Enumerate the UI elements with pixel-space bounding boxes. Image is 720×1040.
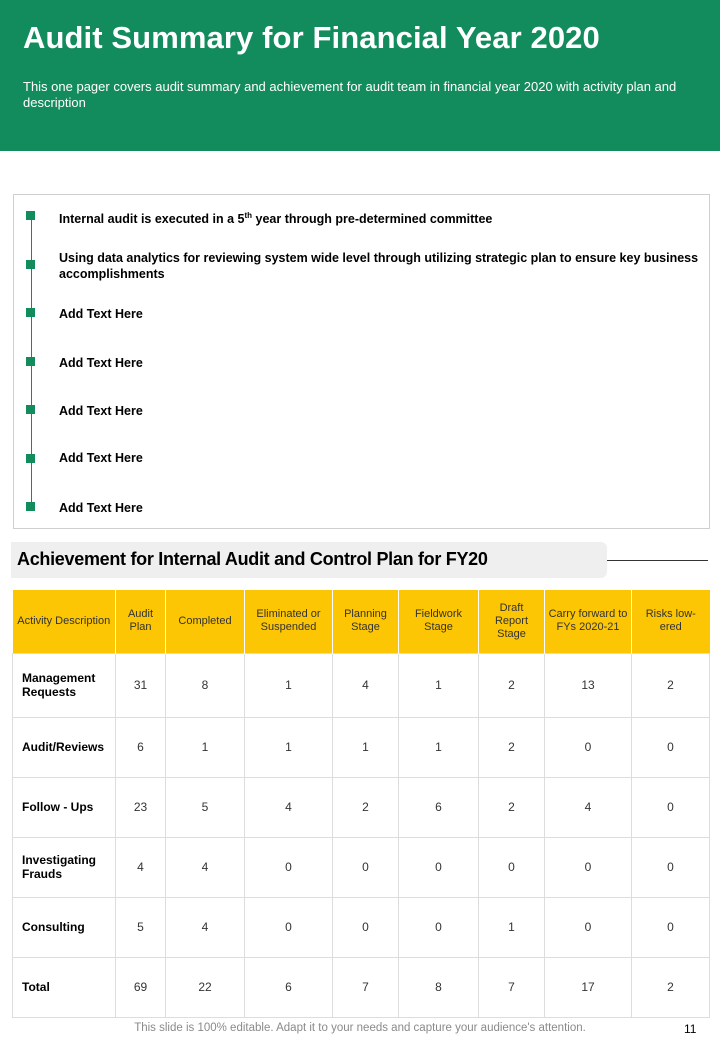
table-cell: 69	[116, 957, 166, 1017]
bullet-marker-icon	[26, 405, 35, 414]
table-cell: 0	[632, 837, 710, 897]
page-subtitle: This one pager covers audit summary and achievement for audit team in financial year 2020 with activity plan and description	[23, 79, 677, 110]
row-label: Follow - Ups	[13, 777, 116, 837]
bullet-item-1	[59, 211, 699, 227]
column-header: Carry forward to FYs 2020-21	[545, 590, 632, 653]
bullet-item-3: Add Text Here	[59, 307, 143, 321]
table-cell: 1	[399, 653, 479, 717]
column-header: Planning Stage	[333, 590, 399, 653]
table-row	[13, 653, 710, 717]
table-cell: 4	[245, 777, 333, 837]
table-cell: 0	[399, 837, 479, 897]
table-cell: 2	[632, 957, 710, 1017]
table-cell: 0	[545, 837, 632, 897]
bullet-item-7: Add Text Here	[59, 501, 143, 515]
bullet-marker-icon	[26, 502, 35, 511]
bullet-list-box	[13, 194, 710, 529]
table-cell: 1	[245, 653, 333, 717]
table-cell: 2	[479, 777, 545, 837]
table-cell: 13	[545, 653, 632, 717]
table-cell: 0	[333, 837, 399, 897]
bullet-item-4: Add Text Here	[59, 356, 143, 370]
table-cell: 8	[166, 653, 245, 717]
table-cell: 0	[333, 897, 399, 957]
table-cell: 8	[399, 957, 479, 1017]
table-cell: 0	[632, 777, 710, 837]
row-label: Consulting	[13, 897, 116, 957]
row-label: Total	[13, 957, 116, 1017]
table-cell: 0	[632, 717, 710, 777]
table-cell: 1	[399, 717, 479, 777]
table-header-row	[13, 590, 710, 653]
table-cell: 6	[245, 957, 333, 1017]
bullet-marker-icon	[26, 308, 35, 317]
table-cell: 0	[245, 897, 333, 957]
row-label: Investigating Frauds	[13, 837, 116, 897]
table-cell: 6	[116, 717, 166, 777]
column-header: Draft Report Stage	[479, 590, 545, 653]
table-cell: 4	[166, 897, 245, 957]
table-cell: 4	[545, 777, 632, 837]
header-banner	[0, 0, 720, 151]
table-cell: 0	[545, 897, 632, 957]
table-cell: 2	[333, 777, 399, 837]
table-cell: 6	[399, 777, 479, 837]
section-divider	[607, 560, 708, 561]
footer-note: This slide is 100% editable. Adapt it to your needs and capture your audience's attention.	[134, 1022, 586, 1034]
table-cell: 31	[116, 653, 166, 717]
bullet-item-2: Using data analytics for reviewing system wide level through utilizing strategic plan to ensure key business accomplishments	[59, 251, 699, 281]
bullet-item-1-suffix: year through pre-determined committee	[252, 212, 493, 226]
bullet-item-6: Add Text Here	[59, 451, 143, 465]
table-row	[13, 897, 710, 957]
table-row	[13, 957, 710, 1017]
column-header: Fieldwork Stage	[399, 590, 479, 653]
table-cell: 0	[399, 897, 479, 957]
page-title: Audit Summary for Financial Year 2020	[23, 20, 600, 55]
table-cell: 7	[479, 957, 545, 1017]
table-cell: 1	[166, 717, 245, 777]
table-cell: 2	[632, 653, 710, 717]
table-cell: 2	[479, 717, 545, 777]
bullet-item-1-sup: th	[244, 210, 253, 220]
table-cell: 0	[245, 837, 333, 897]
table-cell: 23	[116, 777, 166, 837]
table-cell: 5	[166, 777, 245, 837]
table-cell: 5	[116, 897, 166, 957]
column-header: Activity Description	[13, 590, 116, 653]
table-cell: 4	[166, 837, 245, 897]
table-cell: 22	[166, 957, 245, 1017]
table-row	[13, 777, 710, 837]
table-cell: 7	[333, 957, 399, 1017]
bullet-marker-icon	[26, 454, 35, 463]
audit-table	[12, 590, 710, 1018]
column-header: Audit Plan	[116, 590, 166, 653]
table-cell: 4	[116, 837, 166, 897]
table-cell: 17	[545, 957, 632, 1017]
table-cell: 0	[632, 897, 710, 957]
page-number: 11	[684, 1022, 697, 1036]
column-header: Risks low-ered	[632, 590, 710, 653]
bullet-marker-icon	[26, 211, 35, 220]
table-cell: 1	[479, 897, 545, 957]
bullet-item-5: Add Text Here	[59, 404, 143, 418]
table-cell: 2	[479, 653, 545, 717]
bullet-marker-icon	[26, 260, 35, 269]
table-row	[13, 837, 710, 897]
row-label: Management Requests	[13, 653, 116, 717]
table-cell: 0	[545, 717, 632, 777]
row-label: Audit/Reviews	[13, 717, 116, 777]
bullet-marker-icon	[26, 357, 35, 366]
table-cell: 0	[479, 837, 545, 897]
column-header: Completed	[166, 590, 245, 653]
column-header: Eliminated or Suspended	[245, 590, 333, 653]
table-cell: 1	[245, 717, 333, 777]
table-row	[13, 717, 710, 777]
table-cell: 4	[333, 653, 399, 717]
section-title: Achievement for Internal Audit and Control Plan for FY20	[17, 549, 488, 569]
table-cell: 1	[333, 717, 399, 777]
bullet-item-1-prefix: Internal audit is executed in a 5	[59, 212, 245, 226]
